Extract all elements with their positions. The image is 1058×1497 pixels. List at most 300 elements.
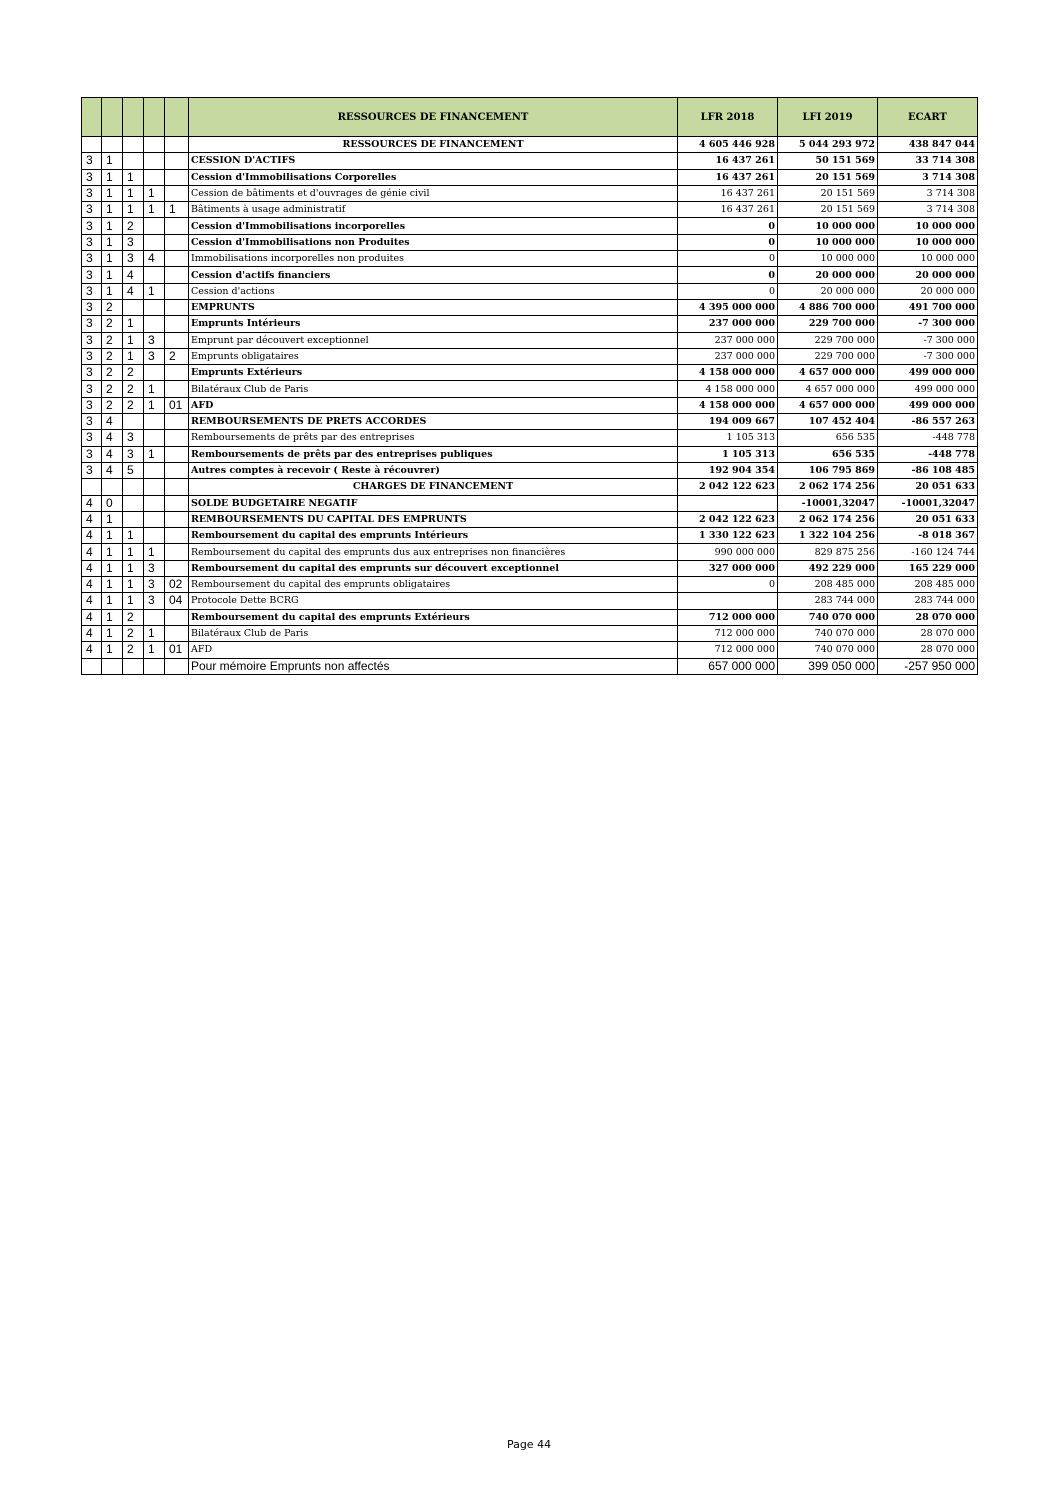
- code-cell: 2: [102, 381, 123, 397]
- code-cell: 1: [123, 316, 144, 332]
- value-cell: -8 018 367: [878, 528, 978, 544]
- code-cell: [82, 137, 102, 153]
- code-cell: [123, 414, 144, 430]
- code-cell: [165, 446, 189, 462]
- value-cell: 20 051 633: [878, 511, 978, 527]
- code-cell: 1: [123, 169, 144, 185]
- code-cell: 2: [123, 365, 144, 381]
- code-cell: [165, 658, 189, 674]
- value-cell: 0: [678, 577, 778, 593]
- code-cell: 1: [123, 185, 144, 201]
- code-cell: 3: [82, 365, 102, 381]
- value-cell: 656 535: [778, 430, 878, 446]
- table-row: [82, 430, 978, 446]
- label-cell: REMBOURSEMENTS DE PRETS ACCORDES: [189, 414, 678, 430]
- code-cell: 3: [123, 430, 144, 446]
- code-cell: 4: [102, 462, 123, 478]
- code-cell: [165, 414, 189, 430]
- table-row: [82, 609, 978, 625]
- code-cell: [165, 462, 189, 478]
- label-cell: Cession d'actifs financiers: [189, 267, 678, 283]
- value-cell: 1 105 313: [678, 446, 778, 462]
- value-cell: 20 000 000: [778, 283, 878, 299]
- code-cell: 3: [82, 283, 102, 299]
- code-cell: 3: [82, 348, 102, 364]
- value-cell: 0: [678, 218, 778, 234]
- value-cell: 283 744 000: [778, 593, 878, 609]
- value-cell: 208 485 000: [778, 577, 878, 593]
- table-row: [82, 316, 978, 332]
- label-cell: Autres comptes à recevoir ( Reste à récouvrer): [189, 462, 678, 478]
- value-cell: 28 070 000: [878, 642, 978, 658]
- code-cell: [165, 430, 189, 446]
- table-row: [82, 414, 978, 430]
- code-cell: 1: [102, 625, 123, 641]
- code-cell: 1: [102, 593, 123, 609]
- table-row: [82, 544, 978, 560]
- label-cell: Bilatéraux Club de Paris: [189, 625, 678, 641]
- value-cell: 16 437 261: [678, 185, 778, 201]
- value-cell: 499 000 000: [878, 365, 978, 381]
- code-cell: 1: [102, 267, 123, 283]
- code-cell: 4: [82, 560, 102, 576]
- label-cell: Remboursements de prêts par des entreprises publiques: [189, 446, 678, 462]
- value-cell: 20 000 000: [778, 267, 878, 283]
- code-cell: 3: [82, 251, 102, 267]
- code-cell: 2: [102, 348, 123, 364]
- label-cell: Pour mémoire Emprunts non affectés: [189, 658, 678, 674]
- value-cell: 656 535: [778, 446, 878, 462]
- code-cell: 1: [102, 185, 123, 201]
- code-cell: 02: [165, 577, 189, 593]
- label-cell: RESSOURCES DE FINANCEMENT: [189, 137, 678, 153]
- code-cell: 1: [102, 169, 123, 185]
- table-row: [82, 267, 978, 283]
- code-cell: 1: [144, 642, 165, 658]
- value-cell: [678, 593, 778, 609]
- code-cell: 3: [82, 234, 102, 250]
- code-cell: [165, 511, 189, 527]
- code-cell: 1: [102, 609, 123, 625]
- code-cell: [123, 495, 144, 511]
- code-cell: 3: [82, 381, 102, 397]
- label-cell: Bilatéraux Club de Paris: [189, 381, 678, 397]
- code-cell: 4: [82, 511, 102, 527]
- value-cell: 0: [678, 267, 778, 283]
- code-cell: 1: [123, 577, 144, 593]
- label-cell: Cession d'actions: [189, 283, 678, 299]
- ecart-column-header: ECART: [878, 98, 978, 137]
- code-cell: [165, 137, 189, 153]
- code-cell: [123, 299, 144, 315]
- label-cell: Remboursement du capital des emprunts Extérieurs: [189, 609, 678, 625]
- code-cell: 2: [165, 348, 189, 364]
- financing-table: [81, 97, 978, 675]
- table-row: [82, 577, 978, 593]
- code-cell: 3: [82, 185, 102, 201]
- value-cell: 10 000 000: [778, 251, 878, 267]
- value-cell: 10 000 000: [878, 251, 978, 267]
- code-cell: [123, 511, 144, 527]
- value-cell: 740 070 000: [778, 609, 878, 625]
- value-cell: 20 151 569: [778, 202, 878, 218]
- table-row: [82, 169, 978, 185]
- value-cell: 237 000 000: [678, 316, 778, 332]
- code-cell: 2: [123, 397, 144, 413]
- code-cell: [165, 169, 189, 185]
- code-cell: 1: [102, 577, 123, 593]
- code-cell: [144, 153, 165, 169]
- value-cell: 399 050 000: [778, 658, 878, 674]
- value-cell: 20 151 569: [778, 169, 878, 185]
- value-cell: 3 714 308: [878, 169, 978, 185]
- value-cell: 194 009 667: [678, 414, 778, 430]
- code-cell: 4: [82, 528, 102, 544]
- code-cell: 1: [102, 560, 123, 576]
- label-cell: AFD: [189, 397, 678, 413]
- code-cell: [144, 169, 165, 185]
- code-cell: 3: [82, 462, 102, 478]
- label-cell: REMBOURSEMENTS DU CAPITAL DES EMPRUNTS: [189, 511, 678, 527]
- code-header-cell: [82, 98, 102, 137]
- code-cell: 4: [102, 414, 123, 430]
- value-cell: 4 657 000 000: [778, 381, 878, 397]
- value-cell: 327 000 000: [678, 560, 778, 576]
- label-cell: Cession d'Immobilisations non Produites: [189, 234, 678, 250]
- value-cell: -86 557 263: [878, 414, 978, 430]
- value-cell: 712 000 000: [678, 625, 778, 641]
- code-cell: [165, 299, 189, 315]
- code-cell: 1: [102, 251, 123, 267]
- value-cell: 10 000 000: [778, 234, 878, 250]
- value-cell: 1 330 122 623: [678, 528, 778, 544]
- value-cell: 4 395 000 000: [678, 299, 778, 315]
- code-cell: [165, 625, 189, 641]
- code-cell: 2: [123, 642, 144, 658]
- table-row: [82, 185, 978, 201]
- code-cell: 4: [82, 593, 102, 609]
- label-cell: EMPRUNTS: [189, 299, 678, 315]
- code-cell: [82, 658, 102, 674]
- code-cell: 1: [102, 153, 123, 169]
- table-row: [82, 251, 978, 267]
- code-cell: [165, 267, 189, 283]
- label-cell: Remboursement du capital des emprunts sur découvert exceptionnel: [189, 560, 678, 576]
- table-row: [82, 381, 978, 397]
- code-cell: 3: [82, 430, 102, 446]
- code-cell: [165, 560, 189, 576]
- code-cell: 3: [144, 577, 165, 593]
- value-cell: 4 657 000 000: [778, 397, 878, 413]
- value-cell: 499 000 000: [878, 381, 978, 397]
- label-cell: Protocole Dette BCRG: [189, 593, 678, 609]
- table-row: [82, 202, 978, 218]
- code-cell: [165, 218, 189, 234]
- code-cell: 1: [123, 332, 144, 348]
- table-header-row: [82, 98, 978, 137]
- code-cell: [165, 153, 189, 169]
- value-cell: 4 158 000 000: [678, 381, 778, 397]
- code-cell: 3: [82, 446, 102, 462]
- value-cell: 237 000 000: [678, 348, 778, 364]
- value-cell: 4 158 000 000: [678, 397, 778, 413]
- table-row: [82, 658, 978, 674]
- code-header-cell: [102, 98, 123, 137]
- code-cell: [165, 185, 189, 201]
- value-cell: 829 875 256: [778, 544, 878, 560]
- code-cell: 1: [102, 202, 123, 218]
- table-row: [82, 479, 978, 495]
- code-cell: 1: [144, 397, 165, 413]
- code-cell: 2: [102, 299, 123, 315]
- code-cell: [144, 479, 165, 495]
- label-cell: SOLDE BUDGETAIRE NEGATIF: [189, 495, 678, 511]
- value-cell: 740 070 000: [778, 642, 878, 658]
- value-cell: -7 300 000: [878, 332, 978, 348]
- value-cell: 3 714 308: [878, 202, 978, 218]
- code-cell: 4: [123, 283, 144, 299]
- code-cell: [165, 316, 189, 332]
- value-cell: 283 744 000: [878, 593, 978, 609]
- table-row: [82, 365, 978, 381]
- code-cell: 2: [123, 381, 144, 397]
- value-cell: 50 151 569: [778, 153, 878, 169]
- code-cell: 3: [123, 234, 144, 250]
- code-cell: 2: [102, 332, 123, 348]
- table-row: [82, 593, 978, 609]
- code-cell: [144, 267, 165, 283]
- table-row: [82, 495, 978, 511]
- table-body: [82, 137, 978, 675]
- value-cell: [678, 495, 778, 511]
- code-cell: 2: [102, 365, 123, 381]
- value-cell: 20 051 633: [878, 479, 978, 495]
- code-cell: 2: [123, 625, 144, 641]
- table-row: [82, 218, 978, 234]
- code-cell: 3: [82, 414, 102, 430]
- code-cell: 1: [123, 528, 144, 544]
- value-cell: -10001,32047: [878, 495, 978, 511]
- value-cell: 657 000 000: [678, 658, 778, 674]
- value-cell: 4 657 000 000: [778, 365, 878, 381]
- code-cell: [144, 462, 165, 478]
- code-cell: 1: [144, 381, 165, 397]
- value-cell: 192 904 354: [678, 462, 778, 478]
- table-row: [82, 560, 978, 576]
- code-cell: [102, 658, 123, 674]
- code-cell: 2: [102, 316, 123, 332]
- value-cell: 438 847 044: [878, 137, 978, 153]
- label-cell: CHARGES DE FINANCEMENT: [189, 479, 678, 495]
- code-cell: [165, 365, 189, 381]
- code-cell: 3: [82, 299, 102, 315]
- code-cell: 1: [102, 528, 123, 544]
- label-cell: Remboursement du capital des emprunts dus aux entreprises non financières: [189, 544, 678, 560]
- code-cell: 04: [165, 593, 189, 609]
- label-cell: Immobilisations incorporelles non produites: [189, 251, 678, 267]
- label-cell: Cession d'Immobilisations Corporelles: [189, 169, 678, 185]
- code-cell: [144, 658, 165, 674]
- table-row: [82, 625, 978, 641]
- code-cell: [144, 430, 165, 446]
- code-cell: 1: [144, 185, 165, 201]
- code-cell: 1: [123, 202, 144, 218]
- value-cell: -7 300 000: [878, 316, 978, 332]
- value-cell: -257 950 000: [878, 658, 978, 674]
- code-cell: [165, 283, 189, 299]
- value-cell: 2 042 122 623: [678, 479, 778, 495]
- code-cell: [102, 137, 123, 153]
- value-cell: 491 700 000: [878, 299, 978, 315]
- value-cell: 33 714 308: [878, 153, 978, 169]
- code-cell: 3: [144, 593, 165, 609]
- table-row: [82, 348, 978, 364]
- code-cell: 1: [144, 283, 165, 299]
- value-cell: 237 000 000: [678, 332, 778, 348]
- table-row: [82, 511, 978, 527]
- label-cell: CESSION D'ACTIFS: [189, 153, 678, 169]
- value-cell: 2 042 122 623: [678, 511, 778, 527]
- value-cell: 10 000 000: [878, 234, 978, 250]
- value-cell: -10001,32047: [778, 495, 878, 511]
- code-cell: [144, 316, 165, 332]
- value-cell: 16 437 261: [678, 202, 778, 218]
- code-cell: 1: [123, 348, 144, 364]
- value-cell: -7 300 000: [878, 348, 978, 364]
- value-cell: 208 485 000: [878, 577, 978, 593]
- value-cell: 740 070 000: [778, 625, 878, 641]
- label-cell: Cession d'Immobilisations incorporelles: [189, 218, 678, 234]
- code-cell: 4: [123, 267, 144, 283]
- code-cell: 4: [102, 446, 123, 462]
- code-cell: [165, 479, 189, 495]
- code-cell: 2: [123, 218, 144, 234]
- label-cell: AFD: [189, 642, 678, 658]
- code-cell: 1: [123, 560, 144, 576]
- code-cell: [144, 299, 165, 315]
- code-cell: [123, 153, 144, 169]
- page-number: Page 44: [506, 1438, 552, 1451]
- code-cell: [144, 365, 165, 381]
- code-cell: 4: [82, 544, 102, 560]
- code-cell: 3: [82, 218, 102, 234]
- code-cell: 3: [82, 202, 102, 218]
- code-cell: 3: [123, 251, 144, 267]
- code-cell: 3: [82, 267, 102, 283]
- label-cell: Emprunts obligataires: [189, 348, 678, 364]
- value-cell: 3 714 308: [878, 185, 978, 201]
- value-cell: -86 108 485: [878, 462, 978, 478]
- code-cell: 1: [102, 544, 123, 560]
- value-cell: 712 000 000: [678, 609, 778, 625]
- table-row: [82, 332, 978, 348]
- value-cell: 20 000 000: [878, 283, 978, 299]
- code-cell: [144, 495, 165, 511]
- code-cell: [123, 658, 144, 674]
- code-cell: 3: [144, 560, 165, 576]
- code-cell: 3: [82, 169, 102, 185]
- code-cell: 3: [82, 153, 102, 169]
- value-cell: 229 700 000: [778, 348, 878, 364]
- code-cell: [165, 332, 189, 348]
- code-cell: 4: [82, 625, 102, 641]
- code-cell: 4: [82, 495, 102, 511]
- value-cell: 2 062 174 256: [778, 479, 878, 495]
- label-column-header: RESSOURCES DE FINANCEMENT: [189, 98, 678, 137]
- label-cell: Remboursements de prêts par des entreprises: [189, 430, 678, 446]
- code-cell: [144, 609, 165, 625]
- code-cell: [123, 137, 144, 153]
- code-cell: 1: [102, 511, 123, 527]
- code-cell: 1: [102, 218, 123, 234]
- label-cell: Emprunt par découvert exceptionnel: [189, 332, 678, 348]
- lfr-2018-column-header: LFR 2018: [678, 98, 778, 137]
- label-cell: Remboursement du capital des emprunts Intérieurs: [189, 528, 678, 544]
- value-cell: 4 158 000 000: [678, 365, 778, 381]
- value-cell: 229 700 000: [778, 316, 878, 332]
- code-cell: [82, 479, 102, 495]
- code-cell: [165, 495, 189, 511]
- code-cell: [144, 414, 165, 430]
- value-cell: -448 778: [878, 430, 978, 446]
- code-cell: [144, 234, 165, 250]
- code-cell: 4: [82, 642, 102, 658]
- table-row: [82, 234, 978, 250]
- table-row: [82, 528, 978, 544]
- value-cell: 106 795 869: [778, 462, 878, 478]
- code-cell: 1: [144, 202, 165, 218]
- table-row: [82, 642, 978, 658]
- code-cell: [165, 251, 189, 267]
- value-cell: 107 452 404: [778, 414, 878, 430]
- code-cell: 4: [82, 609, 102, 625]
- code-cell: 1: [102, 234, 123, 250]
- code-cell: 4: [82, 577, 102, 593]
- code-cell: [165, 234, 189, 250]
- code-cell: 5: [123, 462, 144, 478]
- value-cell: 0: [678, 234, 778, 250]
- code-cell: 2: [123, 609, 144, 625]
- label-cell: Cession de bâtiments et d'ouvrages de génie civil: [189, 185, 678, 201]
- table-row: [82, 299, 978, 315]
- value-cell: 28 070 000: [878, 609, 978, 625]
- table-row: [82, 462, 978, 478]
- value-cell: 492 229 000: [778, 560, 878, 576]
- code-cell: 4: [102, 430, 123, 446]
- code-cell: [144, 218, 165, 234]
- code-cell: 2: [102, 397, 123, 413]
- code-cell: [123, 479, 144, 495]
- label-cell: Emprunts Extérieurs: [189, 365, 678, 381]
- table-row: [82, 446, 978, 462]
- value-cell: 229 700 000: [778, 332, 878, 348]
- value-cell: 10 000 000: [778, 218, 878, 234]
- value-cell: 0: [678, 283, 778, 299]
- code-cell: 3: [144, 332, 165, 348]
- code-cell: 01: [165, 397, 189, 413]
- value-cell: -448 778: [878, 446, 978, 462]
- code-header-cell: [165, 98, 189, 137]
- table-row: [82, 283, 978, 299]
- value-cell: 1 322 104 256: [778, 528, 878, 544]
- code-cell: [165, 609, 189, 625]
- value-cell: 1 105 313: [678, 430, 778, 446]
- code-cell: 3: [82, 316, 102, 332]
- value-cell: 165 229 000: [878, 560, 978, 576]
- code-cell: 3: [144, 348, 165, 364]
- value-cell: 4 605 446 928: [678, 137, 778, 153]
- code-cell: 1: [123, 544, 144, 560]
